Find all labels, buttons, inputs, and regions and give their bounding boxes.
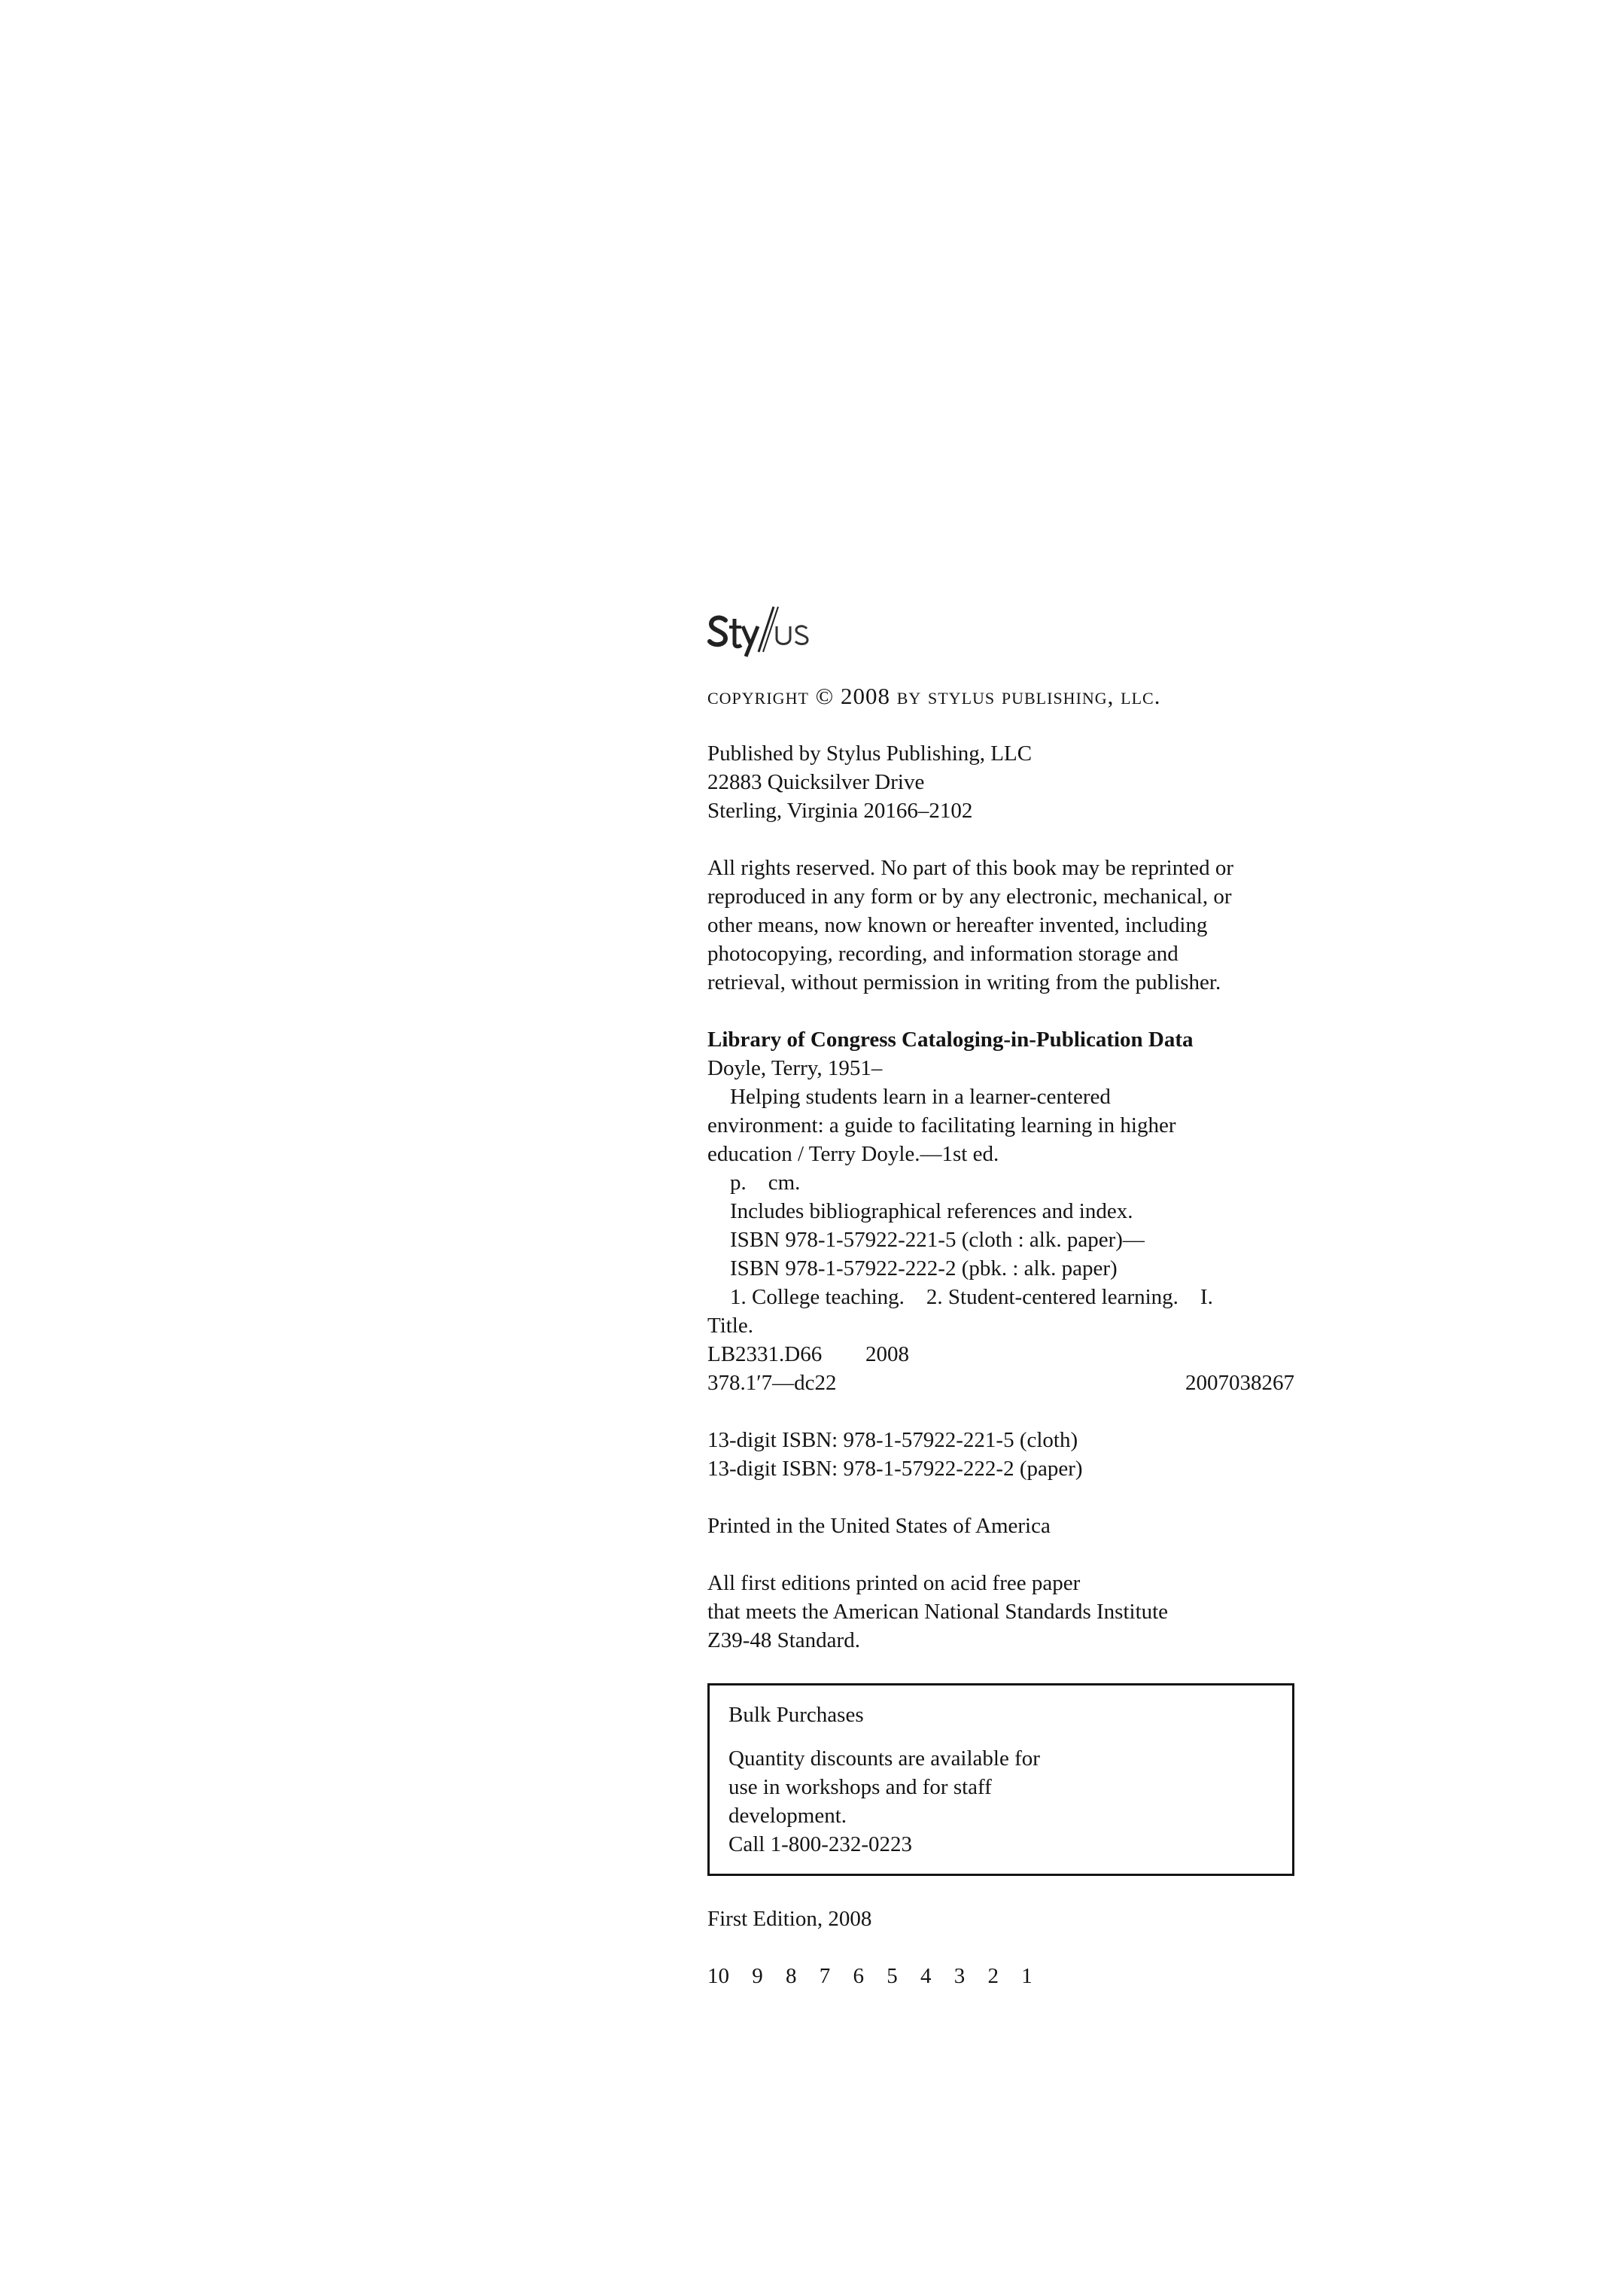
publisher-name: Published by Stylus Publishing, LLC [707,741,1033,766]
cip-title-line: Helping students learn in a learner-centered [730,1085,1111,1109]
cip-lccn: 2007038267 [1185,1371,1294,1395]
printing-numbers [707,1962,1294,1990]
publisher-city: Sterling, Virginia 20166–2102 [707,799,973,823]
printed-in: Printed in the United States of America [707,1514,1051,1538]
copyright-notice: copyright © 2008 by stylus publishing, llc. [707,683,1161,709]
cip-dewey-row [707,1369,1294,1397]
rights-line: retrieval, without permission in writing from the publisher. [707,970,1221,994]
cip-lc-class-row [707,1340,1294,1369]
cip-lc-year: 2008 [865,1342,909,1366]
print-number: 7 [819,1964,831,1988]
bulk-purchases-title: Bulk Purchases [728,1703,864,1727]
print-number: 4 [920,1964,932,1988]
cip-includes: Includes bibliographical references and index. [730,1199,1133,1223]
cip-author: Doyle, Terry, 1951– [707,1056,883,1080]
rights-line: All rights reserved. No part of this book may be reprinted or [707,856,1234,880]
print-number: 10 [707,1964,729,1988]
acid-free-line: Z39-48 Standard. [707,1628,860,1652]
rights-line: photocopying, recording, and information storage and [707,942,1179,966]
publisher-street: 22883 Quicksilver Drive [707,770,925,794]
cip-lc-class: LB2331.D66 [707,1342,823,1366]
publisher-logo [707,602,1294,662]
cip-subjects-continued: Title. [707,1314,753,1338]
cip-isbn-line: ISBN 978-1-57922-221-5 (cloth : alk. paper)— [730,1228,1145,1252]
edition: First Edition, 2008 [707,1907,872,1931]
acid-free-line: that meets the American National Standards Institute [707,1600,1169,1624]
cip-title-line: environment: a guide to facilitating learning in higher [707,1113,1176,1137]
print-number: 5 [887,1964,898,1988]
copyright-column [707,602,1294,1990]
acid-free-line: All first editions printed on acid free paper [707,1571,1081,1595]
cip-pages: p. cm. [730,1171,801,1195]
print-number: 1 [1021,1964,1033,1988]
isbn13-paper: 13-digit ISBN: 978-1-57922-222-2 (paper) [707,1457,1083,1481]
publisher-address [707,739,1294,825]
rights-statement [707,854,1294,997]
bulk-line: Quantity discounts are available for [728,1746,1040,1771]
rights-line: other means, now known or hereafter invented, including [707,913,1208,937]
isbn13-cloth: 13-digit ISBN: 978-1-57922-221-5 (cloth) [707,1428,1078,1452]
cip-isbn-line: ISBN 978-1-57922-222-2 (pbk. : alk. paper) [730,1256,1118,1280]
rights-line: reproduced in any form or by any electronic, mechanical, or [707,885,1232,909]
bulk-purchases-text [728,1744,1120,1859]
print-number: 3 [953,1964,966,1988]
cip-dewey: 378.1′7—dc22 [707,1371,837,1395]
cip-subjects: 1. College teaching. 2. Student-centered learning. I. [730,1285,1213,1309]
print-number: 6 [853,1964,864,1988]
print-number: 8 [786,1964,797,1988]
acid-free-statement [707,1569,1294,1655]
bulk-phone: Call 1-800-232-0223 [728,1832,913,1856]
cip-title-line: education / Terry Doyle.—1st ed. [707,1142,999,1166]
isbn13-block [707,1426,1294,1483]
cip-heading: Library of Congress Cataloging-in-Publication Data [707,1028,1194,1052]
bulk-purchases-box [707,1683,1294,1876]
cip-data [707,1025,1294,1397]
bulk-line: use in workshops and for staff [728,1775,992,1799]
print-number: 9 [752,1964,763,1988]
bulk-line: development. [728,1804,847,1828]
print-number: 2 [987,1964,999,1988]
stylus-logo-icon [707,602,820,662]
